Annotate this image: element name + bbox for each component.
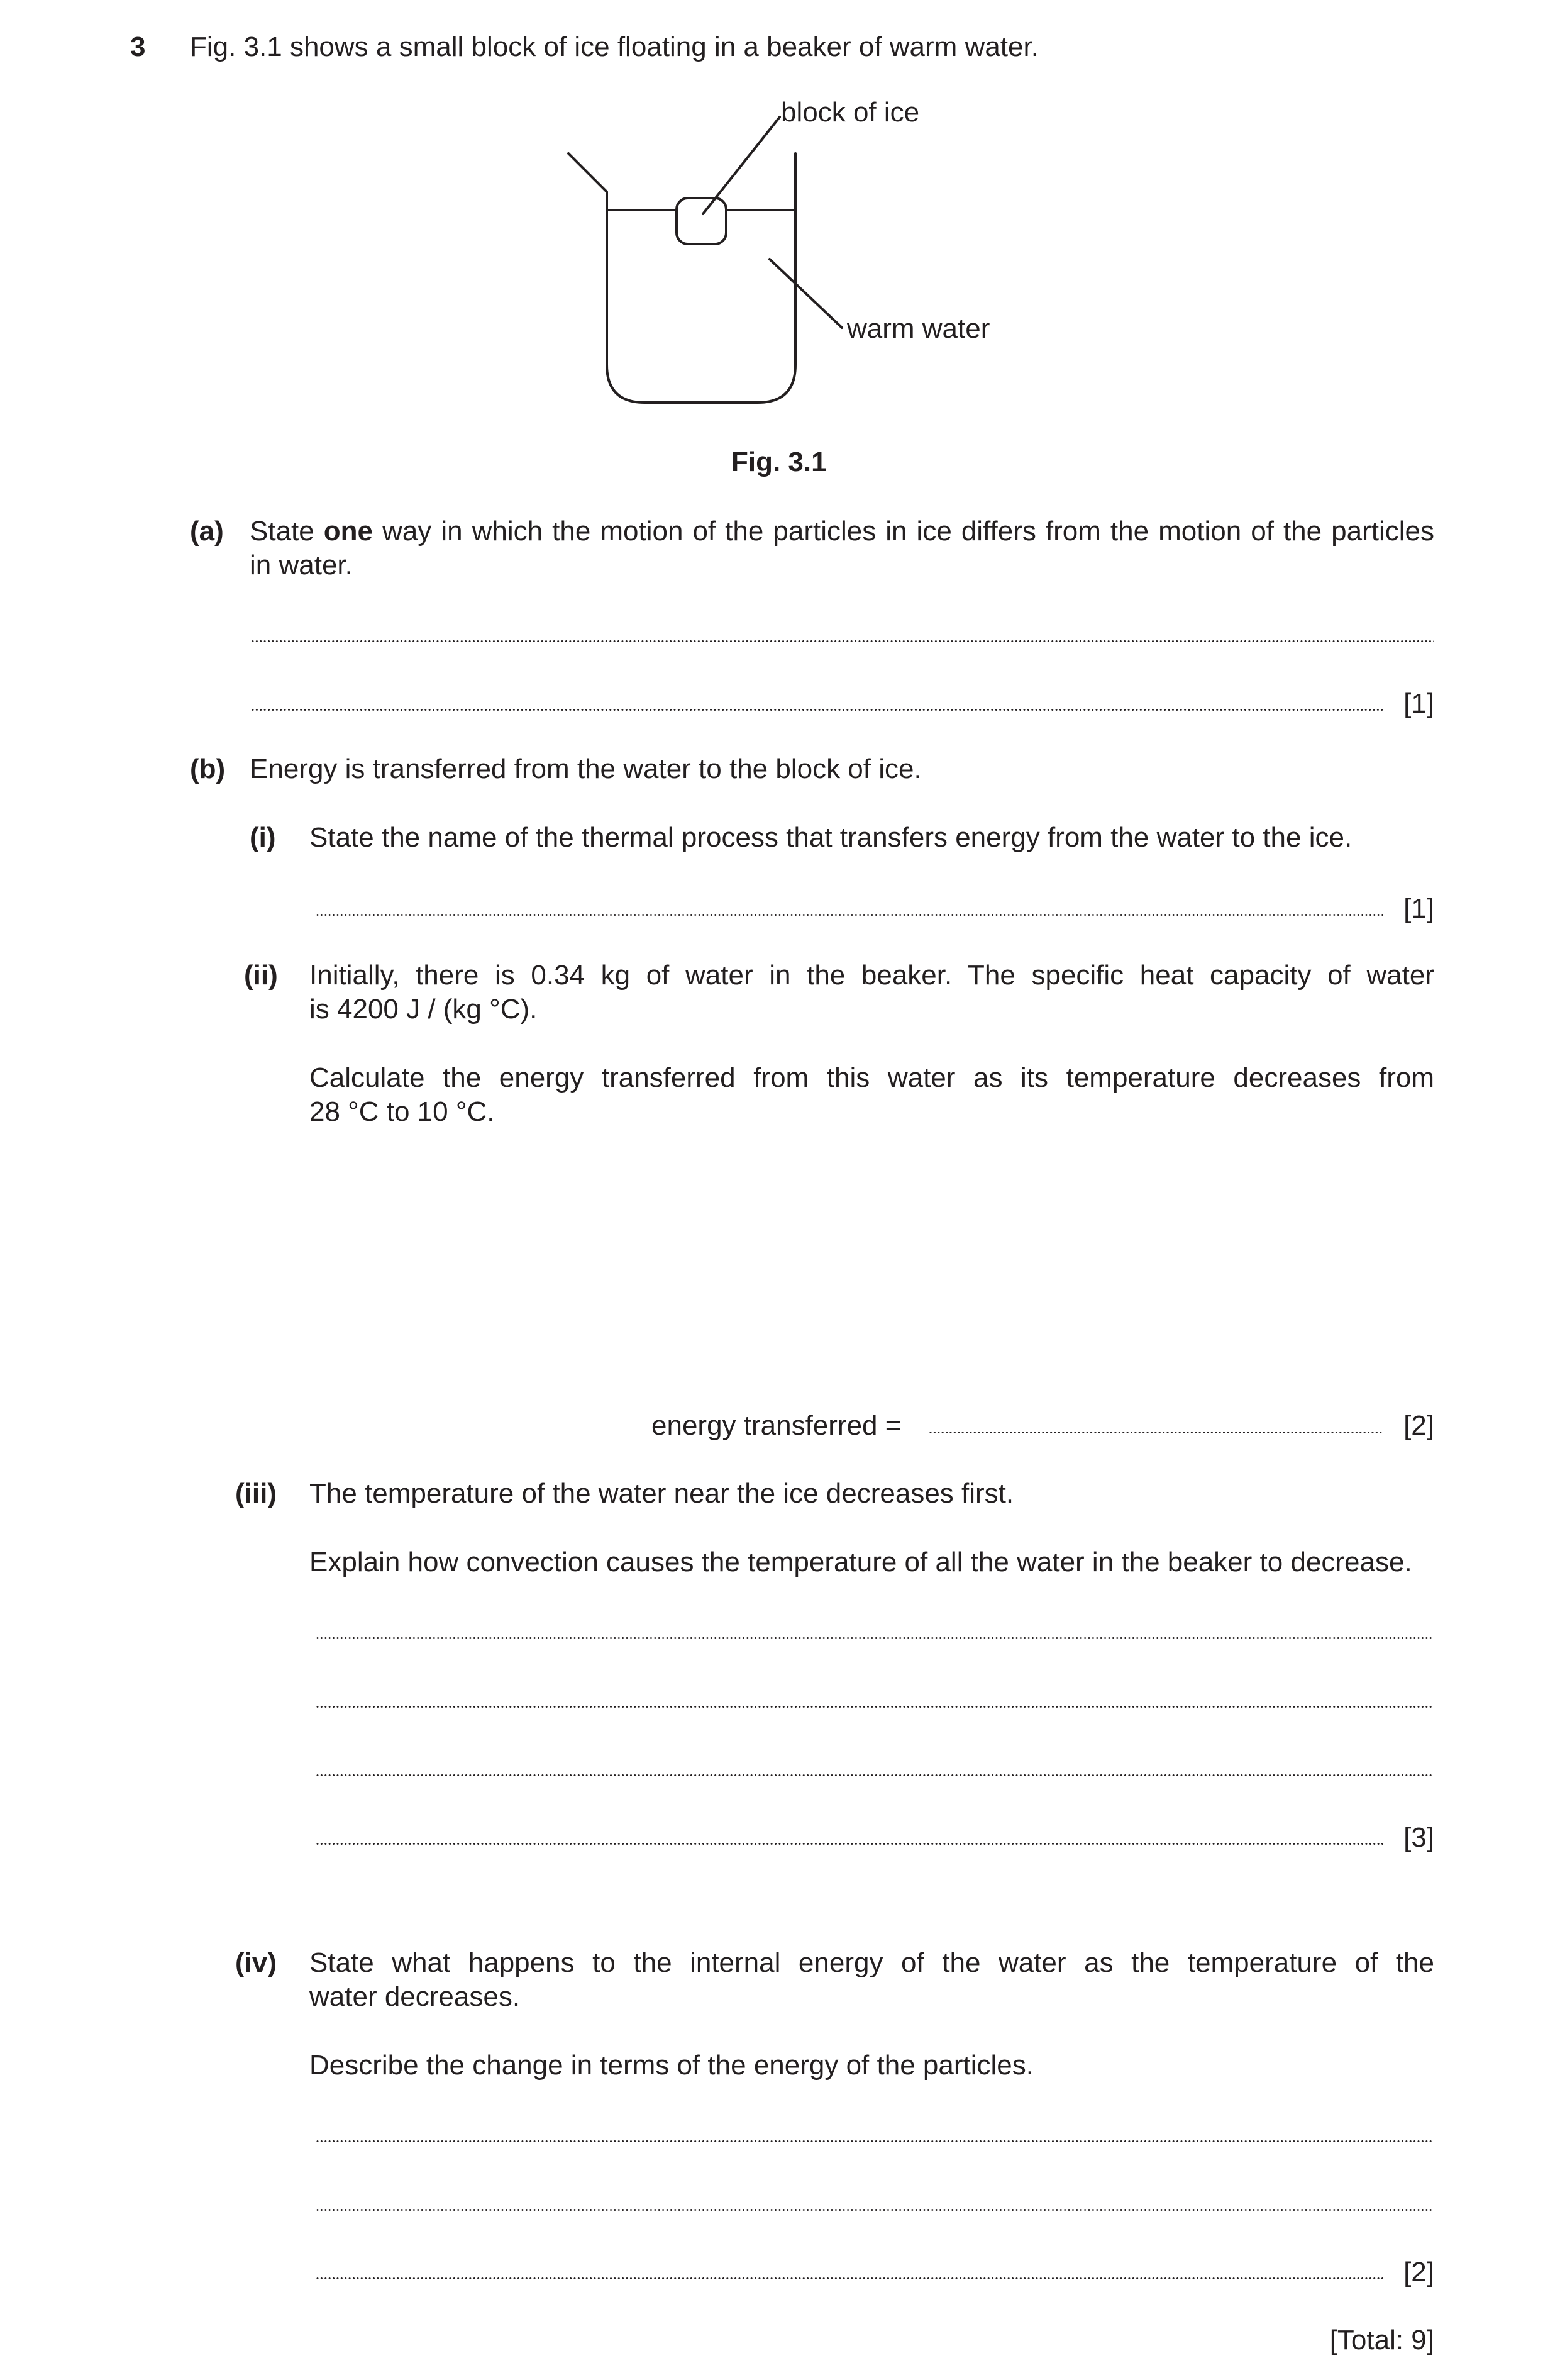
- beaker-outline: [568, 153, 795, 403]
- answer-line-b-iii-2[interactable]: [316, 1706, 1434, 1708]
- answer-line-b-iv-1[interactable]: [316, 2140, 1434, 2142]
- part-b-intro: Energy is transferred from the water to the block of ice.: [250, 753, 922, 784]
- water-leader-line: [770, 259, 842, 328]
- answer-line-b-iii-3[interactable]: [316, 1774, 1434, 1776]
- part-b-iii-question: Explain how convection causes the temperature of all the water in the beaker to decrease.: [309, 1547, 1412, 1577]
- energy-transferred-answer-line[interactable]: [929, 1432, 1383, 1433]
- part-b-ii-question-line1: Calculate the energy transferred from this water as its temperature decreases from: [309, 1062, 1434, 1093]
- part-b-i-label: (i): [250, 822, 276, 853]
- part-b-label: (b): [190, 753, 226, 784]
- part-b-iv-label: (iv): [235, 1947, 277, 1978]
- part-b-iii-marks: [3]: [1403, 1822, 1434, 1853]
- part-b-iv-question-line1: State what happens to the internal energy of the water as the temperature of the: [309, 1947, 1434, 1978]
- answer-line-b-iv-2[interactable]: [316, 2209, 1434, 2211]
- total-marks: [Total: 9]: [1329, 2325, 1434, 2355]
- answer-line-b-iii-4[interactable]: [316, 1843, 1383, 1845]
- part-a-marks: [1]: [1403, 688, 1434, 719]
- beaker-diagram: [0, 0, 1560, 440]
- part-b-ii-marks: [2]: [1403, 1410, 1434, 1441]
- part-a-question-line2: in water.: [250, 550, 353, 581]
- figure-caption: Fig. 3.1: [731, 447, 827, 477]
- block-of-ice-label: block of ice: [781, 97, 920, 128]
- energy-transferred-label: energy transferred =: [651, 1410, 902, 1441]
- answer-line-b-iii-1[interactable]: [316, 1637, 1434, 1639]
- part-b-ii-info-line1: Initially, there is 0.34 kg of water in the beaker. The specific heat capacity of water: [309, 960, 1434, 991]
- question-number: 3: [130, 31, 146, 62]
- part-b-ii-info-line2: is 4200 J / (kg °C).: [309, 994, 538, 1025]
- answer-line-a1[interactable]: [252, 640, 1434, 642]
- question-intro: Fig. 3.1 shows a small block of ice floating in a beaker of warm water.: [190, 31, 1039, 62]
- warm-water-label: warm water: [847, 313, 990, 344]
- answer-line-b-iv-3[interactable]: [316, 2277, 1383, 2279]
- answer-line-a2[interactable]: [252, 709, 1383, 711]
- part-b-iv-describe: Describe the change in terms of the energy of the particles.: [309, 2050, 1034, 2081]
- ice-leader-line: [703, 117, 780, 214]
- part-b-i-question: State the name of the thermal process that transfers energy from the water to the ice.: [309, 822, 1353, 853]
- part-b-ii-question-line2: 28 °C to 10 °C.: [309, 1096, 495, 1127]
- part-b-iii-label: (iii): [235, 1478, 277, 1509]
- ice-block: [677, 198, 726, 244]
- answer-line-b-i[interactable]: [316, 914, 1383, 916]
- part-b-iv-question-line2: water decreases.: [309, 1981, 521, 2012]
- part-a-question: State one way in which the motion of the particles in ice differs from the motion of the particles: [250, 516, 1434, 547]
- part-a-label: (a): [190, 516, 224, 547]
- part-b-i-marks: [1]: [1403, 893, 1434, 924]
- part-b-iii-statement: The temperature of the water near the ice decreases first.: [309, 1478, 1014, 1509]
- part-b-iv-marks: [2]: [1403, 2257, 1434, 2288]
- part-b-ii-label: (ii): [244, 960, 278, 991]
